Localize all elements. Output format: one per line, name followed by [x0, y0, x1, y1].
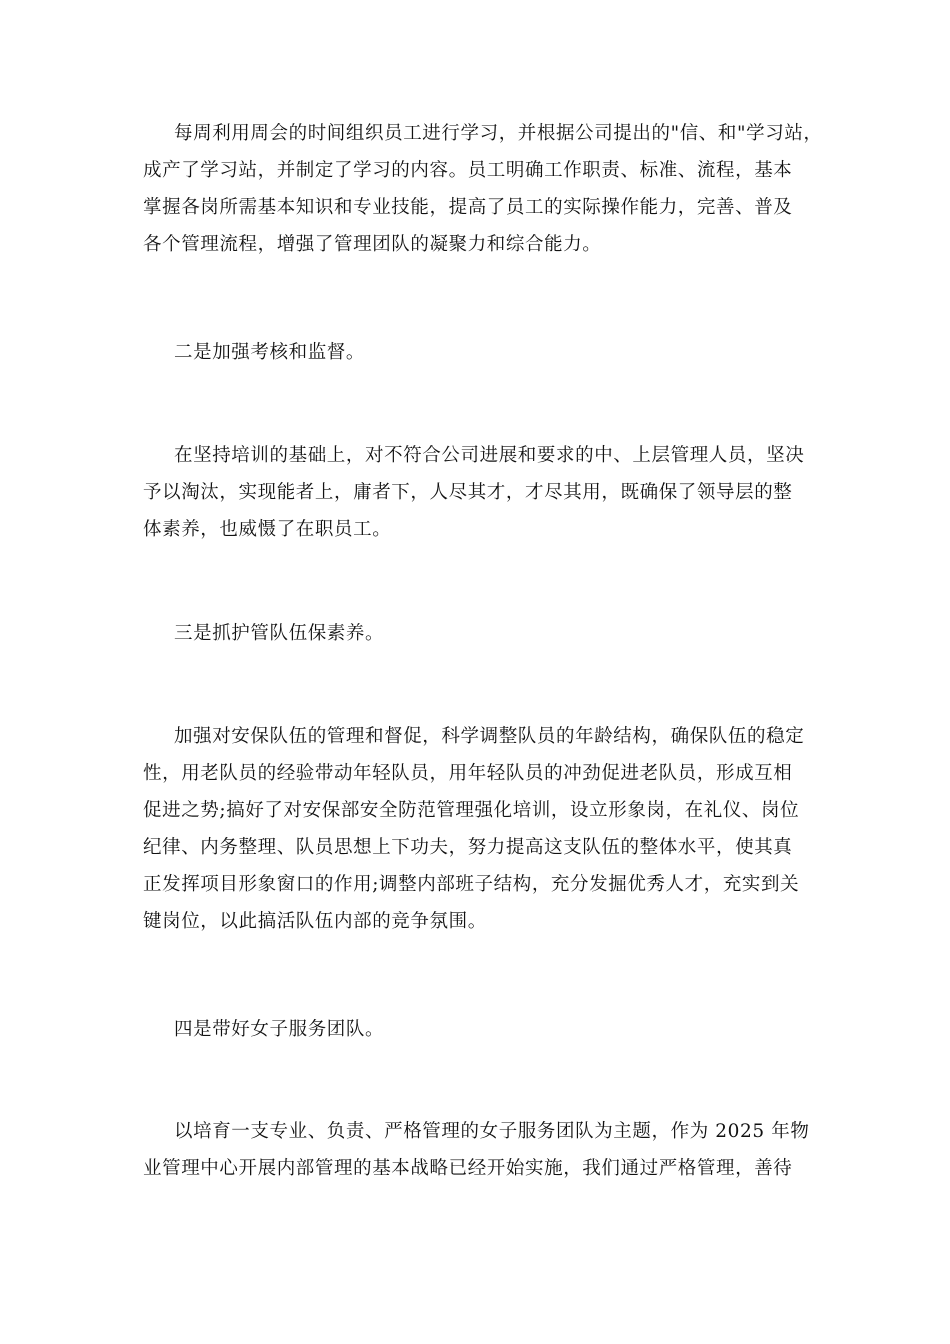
paragraph-security-management [143, 718, 823, 940]
text-line: 四是带好女子服务团队。 [174, 1019, 385, 1040]
section-heading-security-team [143, 615, 823, 652]
text-line: 三是抓护管队伍保素养。 [174, 623, 385, 644]
text-line: 成产了学习站，并制定了学习的内容。员工明确工作职责、标准、流程，基本 [143, 160, 793, 181]
text-line: 以培育一支专业、负责、严格管理的女子服务团队为主题，作为 2025 年物 [174, 1121, 810, 1142]
paragraph-women-service-team [143, 1113, 823, 1187]
text-line: 纪律、内务整理、队员思想上下功夫，努力提高这支队伍的整体水平，使其真 [143, 837, 793, 858]
text-line: 各个管理流程，增强了管理团队的凝聚力和综合能力。 [143, 234, 602, 255]
text-line: 性，用老队员的经验带动年轻队员，用年轻队员的冲劲促进老队员，形成互相 [143, 763, 793, 784]
section-heading-women-service-team [143, 1011, 823, 1048]
text-line: 加强对安保队伍的管理和督促，科学调整队员的年龄结构，确保队伍的稳定 [174, 726, 805, 747]
text-line: 促进之势;搞好了对安保部安全防范管理强化培训，设立形象岗，在礼仪、岗位 [143, 800, 800, 821]
text-line: 在坚持培训的基础上，对不符合公司进展和要求的中、上层管理人员，坚决 [174, 445, 805, 466]
section-heading-assessment [143, 334, 823, 371]
text-line: 体素养，也威慑了在职员工。 [143, 519, 392, 540]
text-line: 予以淘汰，实现能者上，庸者下，人尽其才，才尽其用，既确保了领导层的整 [143, 482, 793, 503]
paragraph-study-sessions [143, 115, 823, 263]
text-line: 正发挥项目形象窗口的作用;调整内部班子结构，充分发掘优秀人才，充实到关 [143, 874, 800, 895]
text-line: 掌握各岗所需基本知识和专业技能，提高了员工的实际操作能力，完善、普及 [143, 197, 793, 218]
paragraph-training-elimination [143, 437, 823, 548]
text-line: 二是加强考核和监督。 [174, 342, 366, 363]
text-line: 业管理中心开展内部管理的基本战略已经开始实施，我们通过严格管理，善待 [143, 1158, 793, 1179]
text-line: 每周利用周会的时间组织员工进行学习，并根据公司提出的"信、和"学习站， [174, 123, 823, 144]
text-line: 键岗位，以此搞活队伍内部的竞争氛围。 [143, 911, 487, 932]
